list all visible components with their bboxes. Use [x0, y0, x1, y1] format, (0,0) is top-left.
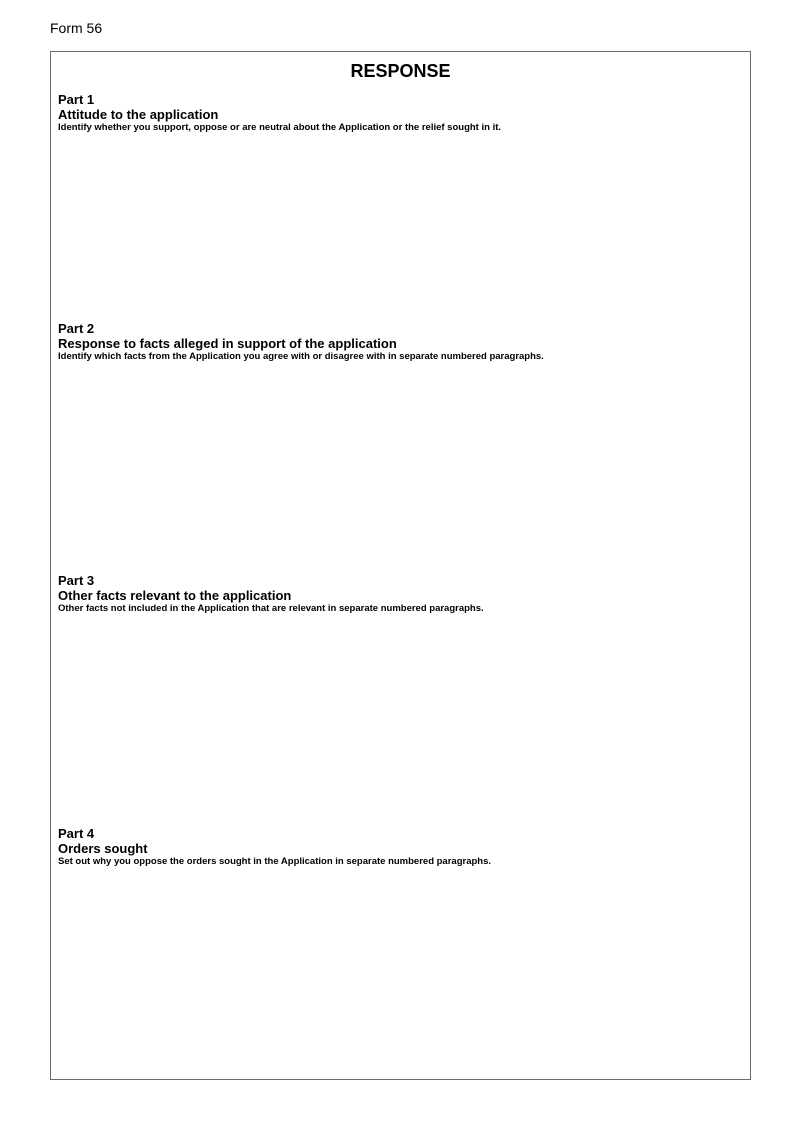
part-3-response-area[interactable]	[58, 615, 743, 785]
part-2-heading: Response to facts alleged in support of the application	[58, 336, 397, 351]
part-1-heading: Attitude to the application	[58, 107, 219, 122]
part-1-response-area[interactable]	[58, 134, 743, 304]
part-2-number: Part 2	[58, 321, 95, 336]
part-4-response-area[interactable]	[58, 868, 743, 1038]
part-2-response-area[interactable]	[58, 363, 743, 533]
part-2-instruction: Identify which facts from the Application you agree with or disagree with in separate numbered paragraphs.	[58, 351, 544, 362]
form-number: Form 56	[50, 20, 103, 36]
part-3-heading: Other facts relevant to the application	[58, 588, 292, 603]
part-2-section	[58, 321, 743, 533]
part-4-number: Part 4	[58, 826, 95, 841]
part-4-instruction: Set out why you oppose the orders sought in the Application in separate numbered paragraphs.	[58, 856, 492, 867]
form-title: RESPONSE	[350, 61, 451, 81]
part-3-instruction: Other facts not included in the Application that are relevant in separate numbered paragraphs.	[58, 603, 484, 614]
part-1-instruction: Identify whether you support, oppose or are neutral about the Application or the relief sought in it.	[58, 122, 502, 133]
part-1-number: Part 1	[58, 92, 95, 107]
part-3-section	[58, 573, 743, 785]
response-form	[50, 51, 751, 1080]
part-1-section	[58, 92, 743, 304]
part-4-section	[58, 826, 743, 1038]
part-4-heading: Orders sought	[58, 841, 148, 856]
part-3-number: Part 3	[58, 573, 95, 588]
